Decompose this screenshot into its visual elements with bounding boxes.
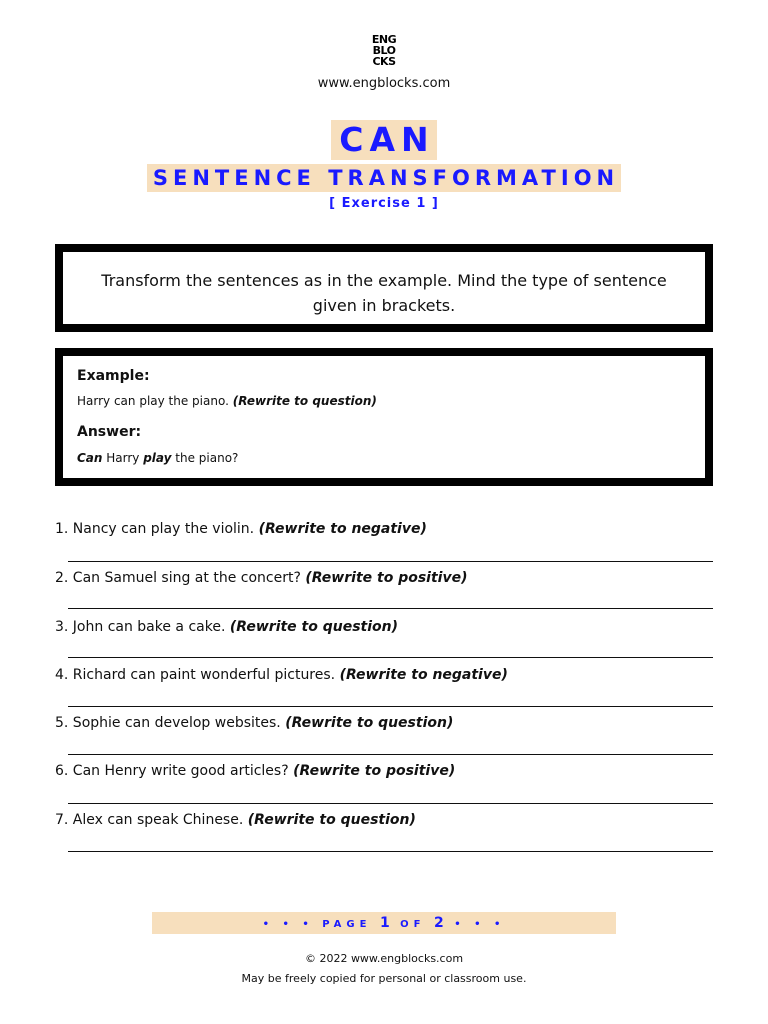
answer-mid: Harry	[102, 451, 144, 465]
example-hint: (Rewrite to question)	[232, 394, 377, 408]
question-hint: (Rewrite to question)	[229, 619, 399, 635]
question-5	[55, 715, 453, 731]
question-7	[55, 812, 416, 828]
exercise-label: [ Exercise 1 ]	[329, 196, 439, 211]
page-title: CAN	[331, 120, 436, 160]
site-url[interactable]: www.engblocks.com	[317, 76, 451, 91]
question-text: 3. John can bake a cake.	[55, 619, 226, 635]
question-text: 7. Alex can speak Chinese.	[55, 812, 244, 828]
question-1	[55, 521, 427, 537]
engblocks-logo	[0, 34, 768, 67]
logo-line-1: ENG	[371, 33, 397, 46]
question-hint: (Rewrite to negative)	[339, 667, 508, 683]
question-text: 5. Sophie can develop websites.	[55, 715, 281, 731]
question-4	[55, 667, 508, 683]
answer-end: the piano?	[171, 451, 239, 465]
example-sentence	[77, 394, 377, 408]
question-text: 1. Nancy can play the violin.	[55, 521, 255, 537]
logo-line-3: CKS	[372, 55, 396, 68]
logo-line-2: BLO	[372, 44, 396, 57]
subtitle-wrapper	[0, 164, 768, 192]
answer-line-2[interactable]	[68, 608, 713, 609]
page-indicator	[152, 912, 616, 934]
answer-play: play	[143, 451, 172, 465]
page-word: PAGE	[322, 919, 372, 930]
answer-line-6[interactable]	[68, 803, 713, 804]
answer-label: Answer:	[77, 424, 142, 440]
example-box	[55, 348, 713, 486]
dots-right: • • •	[454, 919, 506, 930]
question-text: 2. Can Samuel sing at the concert?	[55, 570, 301, 586]
question-hint: (Rewrite to question)	[285, 715, 454, 731]
answer-line-4[interactable]	[68, 706, 713, 707]
instructions-box	[55, 244, 713, 332]
answer-line-5[interactable]	[68, 754, 713, 755]
question-text: 4. Richard can paint wonderful pictures.	[55, 667, 336, 683]
question-hint: (Rewrite to positive)	[305, 570, 468, 586]
question-text: 6. Can Henry write good articles?	[55, 763, 289, 779]
page-number: 1	[379, 915, 392, 931]
example-sentence-text: Harry can play the piano.	[77, 394, 229, 408]
answer-line-1[interactable]	[68, 561, 713, 562]
instructions-text: Transform the sentences as in the example. Mind the type of sentence given in brackets.	[101, 271, 667, 315]
answer-line-7[interactable]	[68, 851, 713, 852]
license-text: May be freely copied for personal or classroom use.	[241, 972, 527, 985]
question-hint: (Rewrite to question)	[247, 812, 416, 828]
copyright-text: © 2022 www.engblocks.com	[304, 952, 464, 965]
title-wrapper	[0, 120, 768, 160]
answer-line-3[interactable]	[68, 657, 713, 658]
question-hint: (Rewrite to positive)	[293, 763, 456, 779]
example-label: Example:	[77, 368, 150, 384]
page-total: 2	[434, 915, 446, 931]
dots-left: • • •	[262, 919, 314, 930]
answer-sentence	[77, 451, 238, 465]
of-word: OF	[400, 919, 426, 930]
page-subtitle: SENTENCE TRANSFORMATION	[147, 164, 621, 192]
question-3	[55, 619, 398, 635]
question-2	[55, 570, 467, 586]
question-6	[55, 763, 455, 779]
answer-can: Can	[77, 451, 103, 465]
question-hint: (Rewrite to negative)	[258, 521, 427, 537]
